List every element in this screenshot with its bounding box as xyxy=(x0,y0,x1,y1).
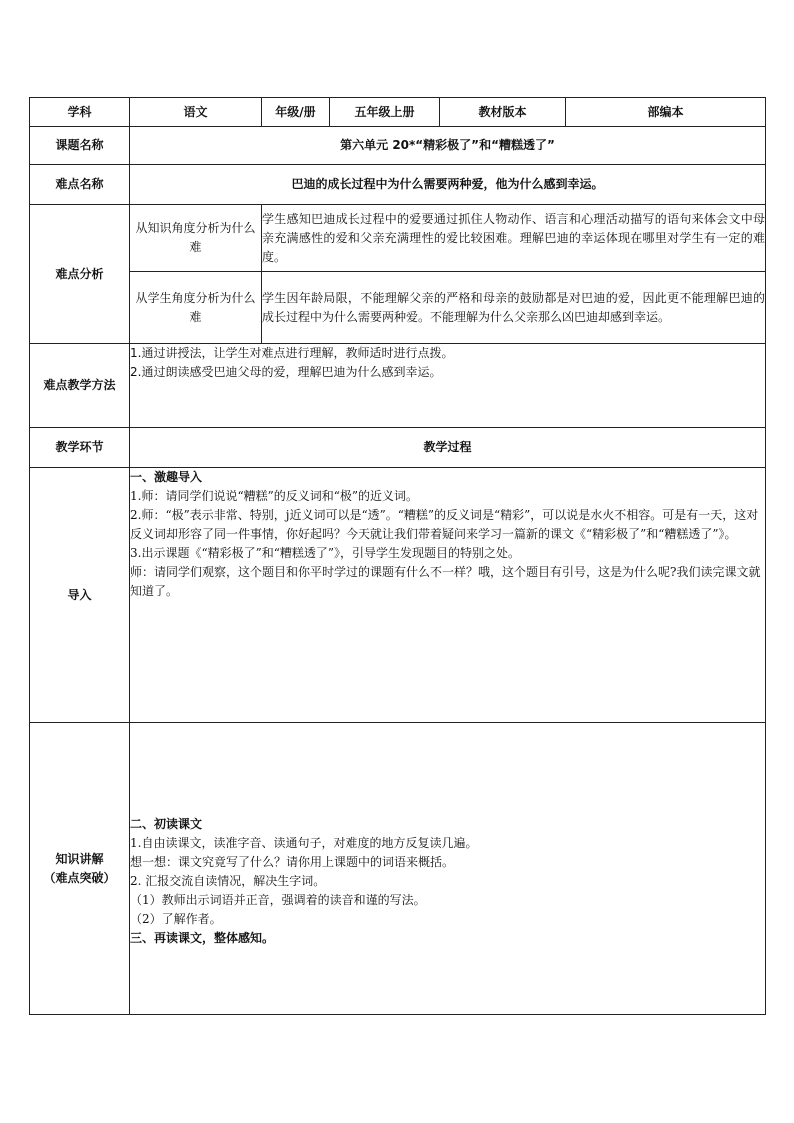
subject-value: 语文 xyxy=(130,98,262,127)
method-item: 2.通过朗读感受巴迪父母的爱，理解巴迪为什么感到幸运。 xyxy=(130,365,442,379)
intro-row xyxy=(30,468,766,723)
knowledge-line: 2. 汇报交流自读情况，解决生字词。 xyxy=(130,874,326,888)
lesson-plan-table xyxy=(29,97,766,1015)
lesson-title-value: 第六单元 20*“精彩极了”和“糟糕透了” xyxy=(130,127,766,165)
lesson-title-row xyxy=(30,127,766,165)
knowledge-content xyxy=(130,723,766,1015)
knowledge-line: （1）教师出示词语并正音，强调着的读音和谨的写法。 xyxy=(130,893,426,907)
knowledge-line: （2）了解作者。 xyxy=(130,912,222,926)
intro-line: 1.师：请同学们说说“糟糕”的反义词和“极”的近义词。 xyxy=(130,489,418,503)
subject-label: 学科 xyxy=(30,98,130,127)
lesson-title-label: 课题名称 xyxy=(30,127,130,165)
process-label: 教学过程 xyxy=(130,428,766,468)
knowledge-line: 1.自由读课文，读准字音、读通句子，对难度的地方反复读几遍。 xyxy=(130,836,478,850)
analysis-row-student xyxy=(30,272,766,344)
intro-heading: 一、激趣导入 xyxy=(130,470,203,484)
method-item: 1.通过讲授法，让学生对难点进行理解，教师适时进行点拨。 xyxy=(130,346,454,360)
stage-label: 教学环节 xyxy=(30,428,130,468)
edition-value: 部编本 xyxy=(566,98,766,127)
analysis-knowledge-text: 学生感知巴迪成长过程中的爱要通过抓住人物动作、语言和心理活动描写的语句来体会文中母亲充满感性的爱和父亲充满理性的爱比较困难。理解巴迪的幸运体现在哪里对学生有一定的难度。 xyxy=(262,205,766,272)
analysis-student-label: 从学生角度分析为什么难 xyxy=(130,272,262,344)
process-header-row xyxy=(30,428,766,468)
difficulty-label: 难点名称 xyxy=(30,165,130,205)
knowledge-heading-2: 三、再读课文，整体感知。 xyxy=(130,931,275,945)
edition-label: 教材版本 xyxy=(440,98,566,127)
analysis-row-knowledge xyxy=(30,205,766,272)
intro-line: 2.师：“极”表示非常、特别，j近义词可以是“透”。“糟糕”的反义词是“精彩”，可以说是水火不相容。可是有一天，这对反义词却形容了同一件事情，你好起吗？今天就让我们带着疑问来学习一篇新的课文《“精彩极了”和“糟糕透了”》。 xyxy=(130,508,759,541)
intro-label: 导入 xyxy=(30,468,130,723)
knowledge-label: 知识讲解 xyxy=(55,851,104,866)
analysis-student-text: 学生因年龄局限，不能理解父亲的严格和母亲的鼓励都是对巴迪的爱，因此更不能理解巴迪的成长过程中为什么需要两种爱。不能理解为什么父亲那么凶巴迪却感到幸运。 xyxy=(262,272,766,344)
knowledge-label-sub: （难点突破） xyxy=(43,870,116,885)
intro-content xyxy=(130,468,766,723)
grade-value: 五年级上册 xyxy=(330,98,440,127)
method-label: 难点教学方法 xyxy=(30,344,130,428)
knowledge-line: 想一想：课文究竟写了什么？请你用上课题中的词语来概括。 xyxy=(130,855,455,869)
grade-label: 年级/册 xyxy=(262,98,330,127)
intro-line: 师：请同学们观察，这个题目和你平时学过的课题有什么不一样？哦，这个题目有引号，这是为什么呢?我们读完课文就知道了。 xyxy=(130,565,761,598)
difficulty-value: 巴迪的成长过程中为什么需要两种爱，他为什么感到幸运。 xyxy=(130,165,766,205)
analysis-label: 难点分析 xyxy=(30,205,130,344)
analysis-knowledge-label: 从知识角度分析为什么难 xyxy=(130,205,262,272)
method-content xyxy=(130,344,766,428)
intro-line: 3.出示课题《“精彩极了”和“糟糕透了”》，引导学生发现题目的特别之处。 xyxy=(130,546,520,560)
knowledge-row xyxy=(30,723,766,1015)
difficulty-row xyxy=(30,165,766,205)
knowledge-label-cell xyxy=(30,723,130,1015)
method-row xyxy=(30,344,766,428)
knowledge-heading: 二、初读课文 xyxy=(130,817,203,831)
header-row xyxy=(30,98,766,127)
